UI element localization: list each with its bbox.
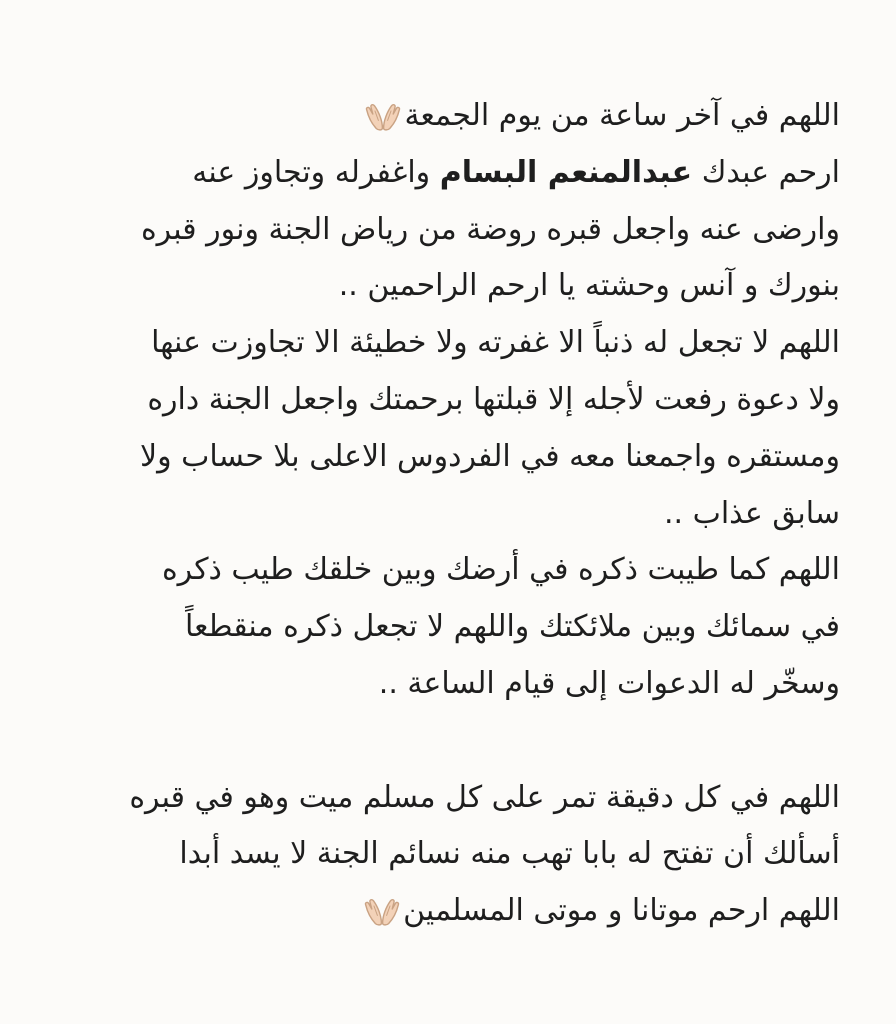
text-line: أسألك أن تفتح له بابا تهب منه نسائم الجنة لا يسد أبدا — [179, 836, 840, 872]
text-line: اللهم كما طيبت ذكره في أرضك وبين خلقك طيب ذكره — [161, 552, 840, 588]
text-line: وارضى عنه واجعل قبره روضة من رياض الجنة ونور قبره — [140, 211, 840, 247]
palms-up-together-icon — [362, 894, 402, 930]
text-segment: اللهم ارحم موتانا و موتى المسلمين — [403, 893, 840, 929]
text-line: في سمائك وبين ملائكتك واللهم لا تجعل ذكره منقطعاً — [185, 609, 840, 645]
text-segment: واغفرله وتجاوز عنه — [192, 154, 440, 190]
text-segment: ارحم عبدك — [692, 154, 840, 190]
deceased-name: عبدالمنعم البسام — [439, 154, 693, 190]
text-line — [40, 145, 840, 202]
paragraph-gap — [40, 713, 840, 770]
palms-up-together-icon — [363, 99, 403, 135]
text-segment: اللهم في آخر ساعة من يوم الجمعة — [404, 98, 840, 133]
text-line: وسخّر له الدعوات إلى قيام الساعة .. — [378, 665, 840, 701]
text-line: سابق عذاب .. — [663, 495, 840, 531]
text-line: ولا دعوة رفعت لأجله إلا قبلتها برحمتك واجعل الجنة داره — [147, 381, 840, 417]
text-line: ومستقره واجمعنا معه في الفردوس الاعلى بلا حساب ولا — [140, 438, 840, 474]
text-line — [40, 883, 840, 940]
text-line: اللهم في كل دقيقة تمر على كل مسلم ميت وهو في قبره — [129, 779, 840, 815]
prayer-text — [40, 88, 840, 940]
text-line: بنورك و آنس وحشته يا ارحم الراحمين .. — [338, 268, 840, 304]
text-line — [40, 88, 840, 145]
text-line: اللهم لا تجعل له ذنباً الا غفرته ولا خطيئة الا تجاوزت عنها — [151, 325, 840, 361]
